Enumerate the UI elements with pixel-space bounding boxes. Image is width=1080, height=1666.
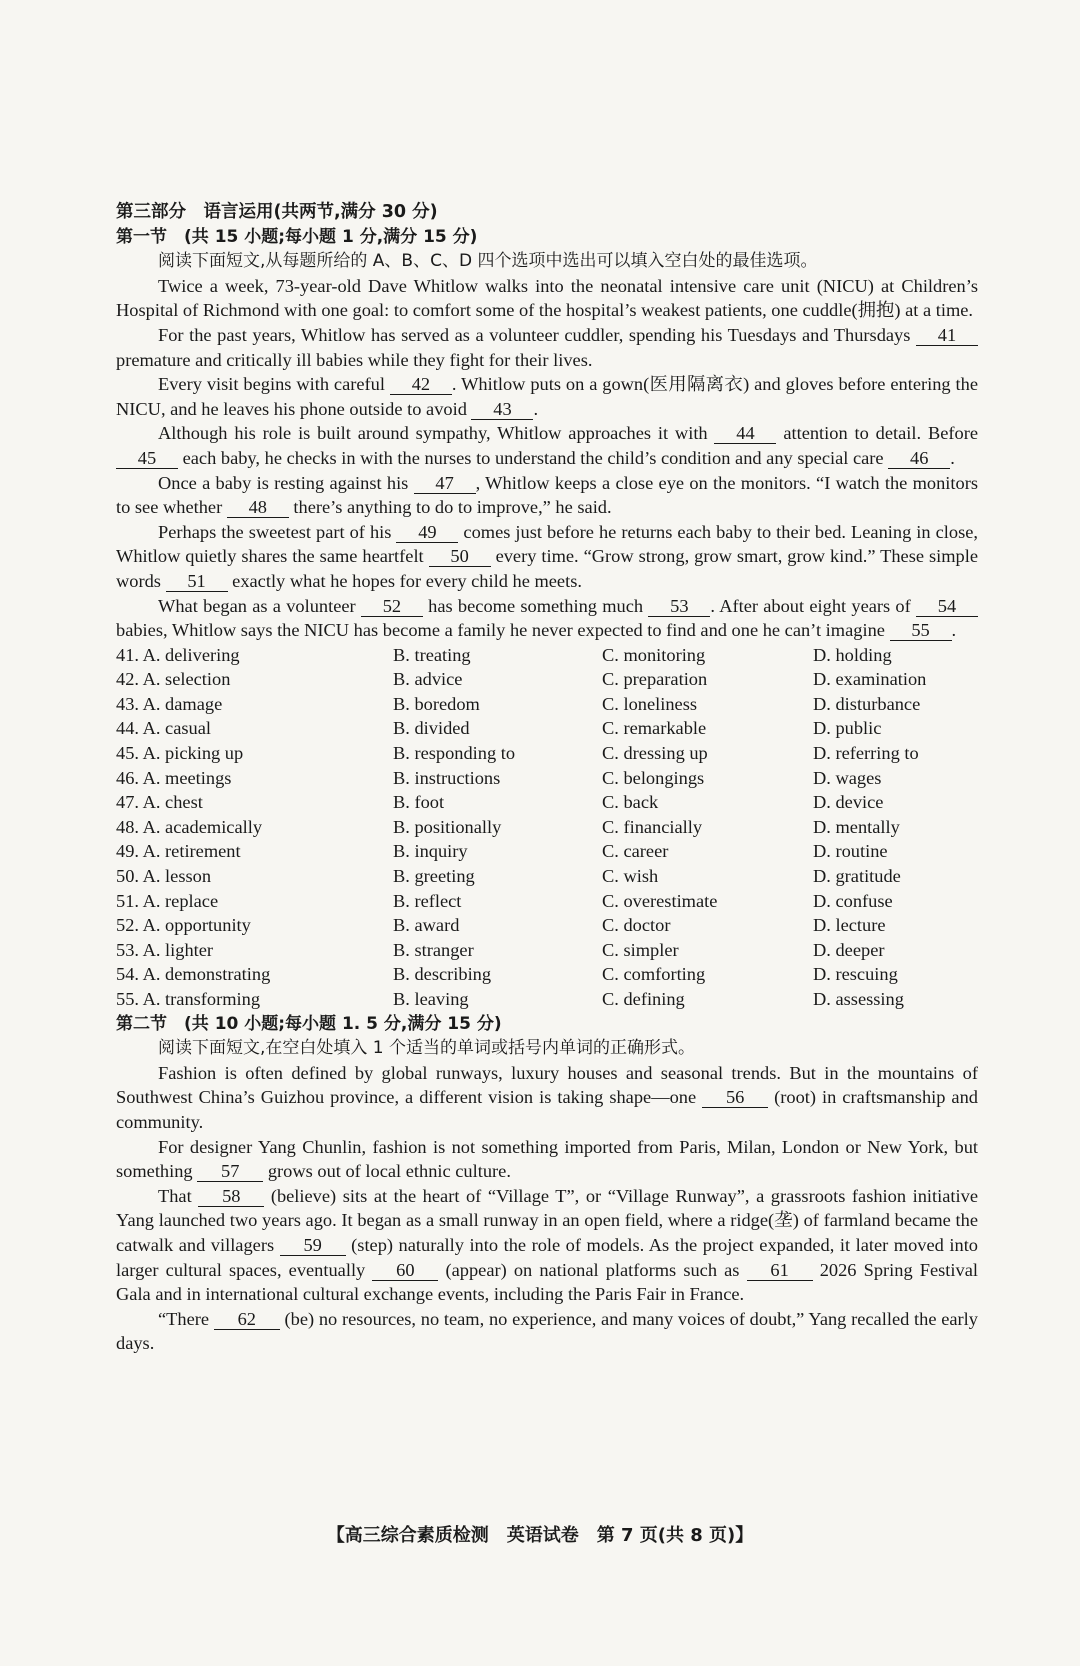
blank-47[interactable]: 47 xyxy=(414,473,476,494)
blank-62[interactable]: 62 xyxy=(214,1309,280,1330)
option-46-b[interactable]: B. instructions xyxy=(393,767,501,788)
option-row xyxy=(116,938,978,963)
option-44-b[interactable]: B. divided xyxy=(393,718,470,739)
option-45-b[interactable]: B. responding to xyxy=(393,743,516,764)
blank-61[interactable]: 61 xyxy=(747,1260,813,1281)
option-51-b[interactable]: B. reflect xyxy=(393,890,462,911)
option-46-d[interactable]: D. wages xyxy=(813,767,882,788)
blank-51[interactable]: 51 xyxy=(166,571,228,592)
blank-52[interactable]: 52 xyxy=(361,596,423,617)
part-title: 第三部分 语言运用(共两节,满分 30 分) xyxy=(116,202,438,222)
blank-50[interactable]: 50 xyxy=(429,546,491,567)
blank-49[interactable]: 49 xyxy=(396,522,458,543)
option-44-a[interactable]: 44. A. casual xyxy=(116,718,211,739)
option-42-d[interactable]: D. examination xyxy=(813,669,927,690)
option-51-d[interactable]: D. confuse xyxy=(813,890,893,911)
option-45-c[interactable]: C. dressing up xyxy=(602,743,708,764)
section1-title: 第一节 (共 15 小题;每小题 1 分,满分 15 分) xyxy=(116,226,478,247)
option-42-c[interactable]: C. preparation xyxy=(602,669,708,690)
option-47-b[interactable]: B. foot xyxy=(393,792,445,813)
option-41-d[interactable]: D. holding xyxy=(813,644,892,665)
option-row xyxy=(116,692,978,717)
section1-instruction: 阅读下面短文,从每题所给的 A、B、C、D 四个选项中选出可以填入空白处的最佳选项。 xyxy=(158,251,818,272)
blank-43[interactable]: 43 xyxy=(471,399,533,420)
option-41-a[interactable]: 41. A. delivering xyxy=(116,644,240,665)
s1-paragraph-5: Once a baby is resting against his 47 , Whitlow keeps a close eye on the monitors. “I watch the monitors to see whether 48 there’s anything to do to improve,” he said. xyxy=(116,472,978,518)
blank-45[interactable]: 45 xyxy=(116,448,178,469)
blank-44[interactable]: 44 xyxy=(714,423,776,444)
s2-paragraph-3: That 58 (believe) sits at the heart of “Village T”, or “Village Runway”, a grassroots fashion initiative Yang launched two years ago. It began as a small runway in an open field, where a ridge(垄) of farmland became the catwalk and villagers 59 (step) naturally into the role of models. As the project expanded, it later moved into larger cultural spaces, eventually 60 (appear) on national platforms such as 61 2026 Spring Festival Gala and in international cultural exchange events, including the Paris Fair in France. xyxy=(116,1185,978,1305)
blank-60[interactable]: 60 xyxy=(372,1260,438,1281)
option-47-a[interactable]: 47. A. chest xyxy=(116,792,203,813)
exam-content xyxy=(116,200,978,1356)
s2-paragraph-2: For designer Yang Chunlin, fashion is not something imported from Paris, Milan, London or New York, but something 57 grows out of local ethnic culture. xyxy=(116,1136,978,1182)
option-54-c[interactable]: C. comforting xyxy=(602,964,706,985)
s2-paragraph-4: “There 62 (be) no resources, no team, no experience, and many voices of doubt,” Yang recalled the early days. xyxy=(116,1308,978,1354)
blank-58[interactable]: 58 xyxy=(198,1186,264,1207)
option-row xyxy=(116,889,978,914)
option-row xyxy=(116,790,978,815)
option-44-d[interactable]: D. public xyxy=(813,718,882,739)
option-52-c[interactable]: C. doctor xyxy=(602,915,671,936)
option-row xyxy=(116,864,978,889)
option-row xyxy=(116,913,978,938)
option-52-b[interactable]: B. award xyxy=(393,915,460,936)
option-row xyxy=(116,962,978,987)
option-52-a[interactable]: 52. A. opportunity xyxy=(116,915,251,936)
option-55-a[interactable]: 55. A. transforming xyxy=(116,989,261,1009)
option-46-c[interactable]: C. belongings xyxy=(602,767,705,788)
option-53-c[interactable]: C. simpler xyxy=(602,939,679,960)
option-51-c[interactable]: C. overestimate xyxy=(602,890,718,911)
option-row xyxy=(116,815,978,840)
section2-title: 第二节 (共 10 小题;每小题 1. 5 分,满分 15 分) xyxy=(116,1013,502,1034)
option-55-b[interactable]: B. leaving xyxy=(393,989,469,1009)
option-45-a[interactable]: 45. A. picking up xyxy=(116,743,244,764)
option-53-a[interactable]: 53. A. lighter xyxy=(116,939,214,960)
option-row xyxy=(116,741,978,766)
options-list xyxy=(116,643,978,1012)
option-53-b[interactable]: B. stranger xyxy=(393,939,474,960)
option-row xyxy=(116,667,978,692)
option-51-a[interactable]: 51. A. replace xyxy=(116,890,219,911)
s1-paragraph-4: Although his role is built around sympathy, Whitlow approaches it with 44 attention to detail. Before 45 each baby, he checks in with the nurses to understand the child’s condition and any special care 46 . xyxy=(116,421,978,470)
option-53-d[interactable]: D. deeper xyxy=(813,939,885,960)
option-43-c[interactable]: C. loneliness xyxy=(602,693,698,714)
option-row xyxy=(116,643,978,668)
option-47-c[interactable]: C. back xyxy=(602,792,659,813)
option-49-a[interactable]: 49. A. retirement xyxy=(116,841,241,862)
option-50-d[interactable]: D. gratitude xyxy=(813,866,901,887)
option-row xyxy=(116,766,978,791)
s2-paragraph-1: Fashion is often defined by global runways, luxury houses and seasonal trends. But in the mountains of Southwest China’s Guizhou province, a different vision is taking shape—one 56 (root) in craftsmanship and community. xyxy=(116,1062,978,1132)
option-43-a[interactable]: 43. A. damage xyxy=(116,693,223,714)
blank-42[interactable]: 42 xyxy=(390,374,452,395)
blank-57[interactable]: 57 xyxy=(197,1161,263,1182)
blank-48[interactable]: 48 xyxy=(227,497,289,518)
option-48-b[interactable]: B. positionally xyxy=(393,816,502,837)
option-48-c[interactable]: C. financially xyxy=(602,816,703,837)
option-42-a[interactable]: 42. A. selection xyxy=(116,669,231,690)
option-48-a[interactable]: 48. A. academically xyxy=(116,816,263,837)
page-footer: 【高三综合素质检测 英语试卷 第 7 页(共 8 页)】 xyxy=(326,1525,754,1546)
blank-55[interactable]: 55 xyxy=(890,620,952,641)
option-50-b[interactable]: B. greeting xyxy=(393,866,475,887)
blank-46[interactable]: 46 xyxy=(888,448,950,469)
option-50-c[interactable]: C. wish xyxy=(602,866,659,887)
option-row xyxy=(116,716,978,741)
option-43-d[interactable]: D. disturbance xyxy=(813,693,921,714)
option-54-a[interactable]: 54. A. demonstrating xyxy=(116,964,271,985)
option-49-b[interactable]: B. inquiry xyxy=(393,841,468,862)
option-45-d[interactable]: D. referring to xyxy=(813,743,919,764)
s1-paragraph-2: For the past years, Whitlow has served as a volunteer cuddler, spending his Tuesdays and Thursdays 41 premature and critically ill babies while they fight for their lives. xyxy=(116,323,978,372)
option-43-b[interactable]: B. boredom xyxy=(393,693,480,714)
option-row xyxy=(116,839,978,864)
s1-paragraph-7: What began as a volunteer 52 has become something much 53 . After about eight years of 54 babies, Whitlow says the NICU has become a family he never expected to find and one he can’t imagine 55 . xyxy=(116,594,978,643)
option-47-d[interactable]: D. device xyxy=(813,792,884,813)
option-row xyxy=(116,987,978,1012)
blank-41[interactable]: 41 xyxy=(916,325,978,346)
blank-54[interactable]: 54 xyxy=(916,596,978,617)
blank-59[interactable]: 59 xyxy=(280,1235,346,1256)
option-46-a[interactable]: 46. A. meetings xyxy=(116,767,232,788)
option-54-b[interactable]: B. describing xyxy=(393,964,492,985)
s1-paragraph-3: Every visit begins with careful 42 . Whitlow puts on a gown(医用隔离衣) and gloves before entering the NICU, and he leaves his phone outside to avoid 43 . xyxy=(116,374,978,419)
option-55-d[interactable]: D. assessing xyxy=(813,989,904,1009)
option-44-c[interactable]: C. remarkable xyxy=(602,718,707,739)
s1-paragraph-6: Perhaps the sweetest part of his 49 comes just before he returns each baby to their bed. Leaning in close, Whitlow quietly shares the same heartfelt 50 every time. “Grow strong, grow smart, grow kind.” These simple words 51 exactly what he hopes for every child he meets. xyxy=(116,521,979,591)
option-41-c[interactable]: C. monitoring xyxy=(602,644,706,665)
option-48-d[interactable]: D. mentally xyxy=(813,816,900,837)
option-50-a[interactable]: 50. A. lesson xyxy=(116,866,212,887)
blank-53[interactable]: 53 xyxy=(648,596,710,617)
option-55-c[interactable]: C. defining xyxy=(602,989,685,1009)
option-42-b[interactable]: B. advice xyxy=(393,669,463,690)
option-41-b[interactable]: B. treating xyxy=(393,644,471,665)
s1-paragraph-1: Twice a week, 73-year-old Dave Whitlow walks into the neonatal intensive care unit (NICU) at Children’s Hospital of Richmond with one goal: to comfort some of the hospital’s weakest patients, one cuddle(拥抱) at a time. xyxy=(116,275,978,321)
option-54-d[interactable]: D. rescuing xyxy=(813,964,898,985)
blank-56[interactable]: 56 xyxy=(702,1087,768,1108)
option-49-d[interactable]: D. routine xyxy=(813,841,888,862)
option-49-c[interactable]: C. career xyxy=(602,841,669,862)
section2-instruction: 阅读下面短文,在空白处填入 1 个适当的单词或括号内单词的正确形式。 xyxy=(158,1038,696,1059)
option-52-d[interactable]: D. lecture xyxy=(813,915,886,936)
